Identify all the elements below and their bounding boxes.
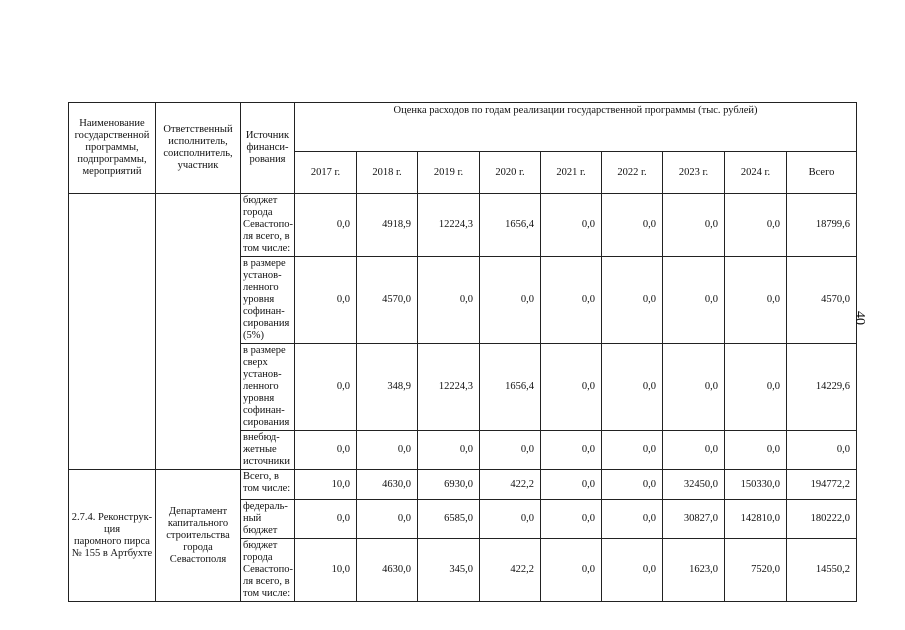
value-cell: 180222,0 [787,500,857,539]
year-header: 2017 г. [295,152,357,194]
page-number: 40 [852,311,867,325]
value-cell: 0,0 [663,431,725,470]
value-cell: 0,0 [295,194,357,257]
value-cell: 14229,6 [787,344,857,431]
value-cell: 422,2 [480,539,541,602]
year-header: Всего [787,152,857,194]
executor-cell: Департамент капитального строительства города Севастополя [156,470,241,602]
value-cell: 0,0 [787,431,857,470]
value-cell: 0,0 [541,194,602,257]
value-cell: 12224,3 [418,344,480,431]
value-cell: 6585,0 [418,500,480,539]
value-cell: 0,0 [418,431,480,470]
value-cell: 0,0 [725,344,787,431]
table-row [69,194,857,257]
year-header: 2023 г. [663,152,725,194]
value-cell: 0,0 [663,194,725,257]
year-header: 2021 г. [541,152,602,194]
value-cell: 0,0 [602,470,663,500]
value-cell: 0,0 [725,257,787,344]
value-cell: 18799,6 [787,194,857,257]
value-cell: 150330,0 [725,470,787,500]
value-cell: 0,0 [602,500,663,539]
value-cell: 194772,2 [787,470,857,500]
year-header: 2022 г. [602,152,663,194]
source-cell: бюджет города Севастопо- ля всего, в том числе: [241,539,295,602]
value-cell: 0,0 [480,257,541,344]
source-cell: федераль- ный бюджет [241,500,295,539]
source-cell: Всего, в том числе: [241,470,295,500]
value-cell: 1656,4 [480,344,541,431]
value-cell: 4570,0 [787,257,857,344]
year-header: 2018 г. [357,152,418,194]
value-cell: 0,0 [357,500,418,539]
source-cell: внебюд- жетные источники [241,431,295,470]
year-header: 2020 г. [480,152,541,194]
header-name: Наименование государственной программы, подпрограммы, мероприятий [69,103,156,194]
value-cell: 4918,9 [357,194,418,257]
value-cell: 6930,0 [418,470,480,500]
value-cell: 0,0 [602,431,663,470]
header-executor: Ответственный исполнитель, соисполнитель, участник [156,103,241,194]
value-cell: 32450,0 [663,470,725,500]
value-cell: 0,0 [541,257,602,344]
source-cell: бюджет города Севастопо- ля всего, в том числе: [241,194,295,257]
value-cell: 12224,3 [418,194,480,257]
value-cell: 0,0 [663,257,725,344]
value-cell: 0,0 [602,539,663,602]
value-cell: 0,0 [541,470,602,500]
measure-name-cell [69,194,156,470]
value-cell: 10,0 [295,470,357,500]
value-cell: 30827,0 [663,500,725,539]
value-cell: 4630,0 [357,470,418,500]
value-cell: 0,0 [541,539,602,602]
value-cell: 0,0 [602,257,663,344]
value-cell: 0,0 [295,344,357,431]
value-cell: 0,0 [541,431,602,470]
header-source: Источник финанси-рования [241,103,295,194]
value-cell: 4570,0 [357,257,418,344]
table-body [69,103,857,602]
value-cell: 1656,4 [480,194,541,257]
source-cell: в размере сверх установ- ленного уровня софинан- сирования [241,344,295,431]
value-cell: 0,0 [541,344,602,431]
source-cell: в размере установ- ленного уровня софинан- сирования (5%) [241,257,295,344]
value-cell: 422,2 [480,470,541,500]
value-cell: 0,0 [418,257,480,344]
value-cell: 14550,2 [787,539,857,602]
year-header: 2024 г. [725,152,787,194]
value-cell: 0,0 [725,194,787,257]
executor-cell [156,194,241,470]
value-cell: 7520,0 [725,539,787,602]
value-cell: 10,0 [295,539,357,602]
value-cell: 0,0 [295,431,357,470]
measure-name-cell: 2.7.4. Реконструк- ция паромного пирса № 155 в Артбухте [69,470,156,602]
header-cost-group: Оценка расходов по годам реализации государственной программы (тыс. рублей) [295,103,857,152]
value-cell: 4630,0 [357,539,418,602]
value-cell: 0,0 [541,500,602,539]
value-cell: 0,0 [602,344,663,431]
year-header: 2019 г. [418,152,480,194]
value-cell: 0,0 [663,344,725,431]
value-cell: 0,0 [295,257,357,344]
value-cell: 348,9 [357,344,418,431]
value-cell: 0,0 [480,500,541,539]
value-cell: 1623,0 [663,539,725,602]
value-cell: 0,0 [357,431,418,470]
value-cell: 0,0 [725,431,787,470]
value-cell: 0,0 [295,500,357,539]
value-cell: 0,0 [602,194,663,257]
value-cell: 142810,0 [725,500,787,539]
value-cell: 0,0 [480,431,541,470]
value-cell: 345,0 [418,539,480,602]
table-row [69,470,857,500]
expenditure-table [68,102,857,602]
